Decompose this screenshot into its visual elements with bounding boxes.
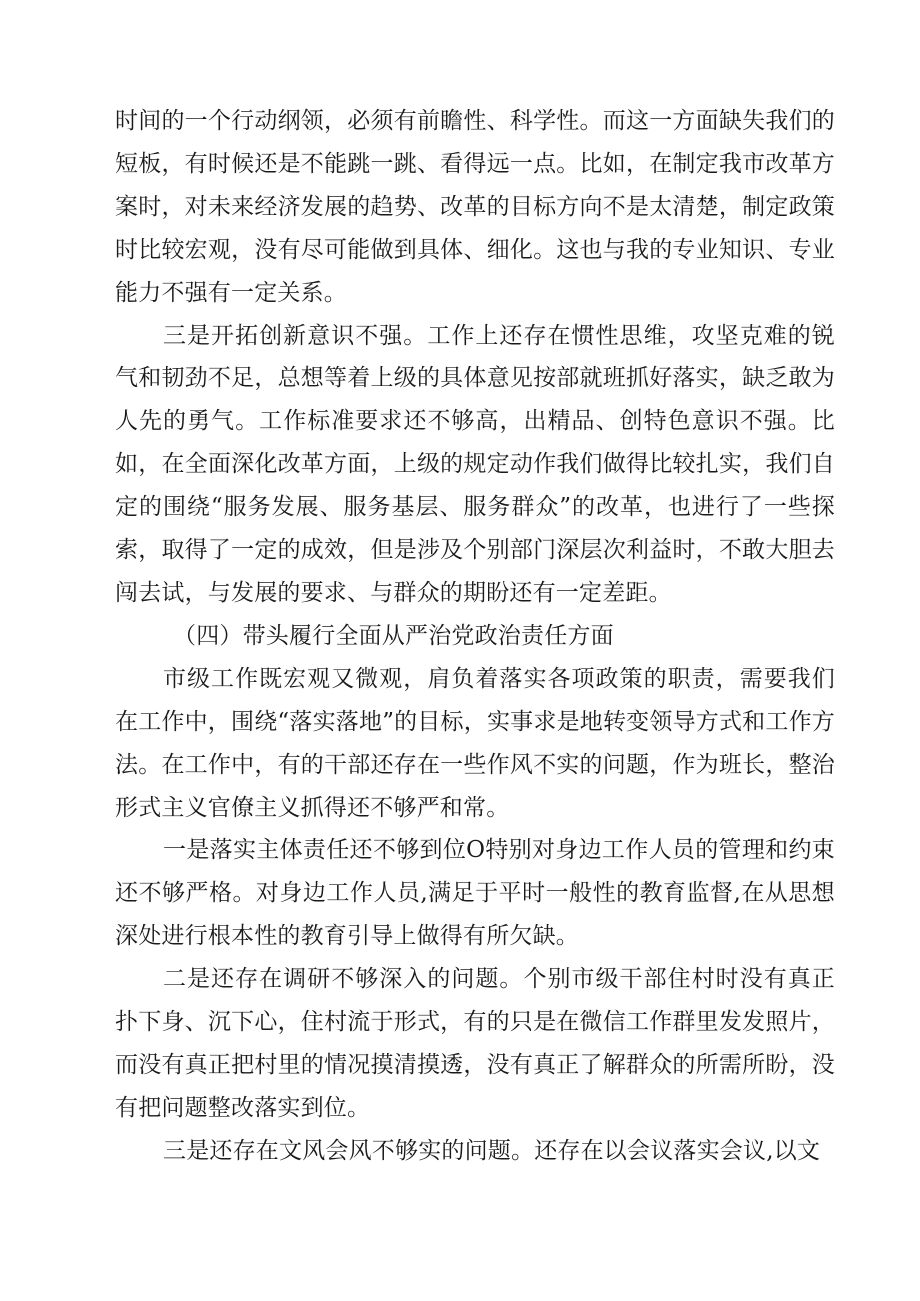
paragraph-continued: 时间的一个行动纲领，必须有前瞻性、科学性。而这一方面缺失我们的短板，有时候还是不能跳一跳、看得远一点。比如，在制定我市改革方案时，对未来经济发展的趋势、改革的目标方向不是太清楚，制定政策时比较宏观，没有尽可能做到具体、细化。这也与我的专业知识、专业能力不强有一定关系。: [115, 108, 835, 306]
section-heading: （四）带头履行全面从严治党政治责任方面: [173, 622, 614, 649]
paragraph-point-two: 二是还存在调研不够深入的问题。个别市级干部住村时没有真正扑下身、沉下心，住村流于形式，有的只是在微信工作群里发发照片，而没有真正把村里的情况摸清摸透，没有真正了解群众的所需所盼，没有把问题整改落实到位。: [115, 966, 835, 1121]
paragraph-section-intro: 市级工作既宏观又微观，肩负着落实各项政策的职责，需要我们在工作中，围绕“落实落地”的目标，实事求是地转变领导方式和工作方法。在工作中，有的干部还存在一些作风不实的问题，作为班长，整治形式主义官僚主义抓得还不够严和常。: [115, 665, 835, 821]
document-body: [115, 100, 835, 1173]
paragraph-point-one: 一是落实主体责任还不够到位O特别对身边工作人员的管理和约束还不够严格。对身边工作人员,满足于平时一般性的教育监督,在从思想深处进行根本性的教育引导上做得有所欠缺。: [115, 837, 835, 950]
paragraph-point-three: 三是还存在文风会风不够实的问题。还存在以会议落实会议,以文: [163, 1137, 821, 1164]
paragraph-innovation: 三是开拓创新意识不强。工作上还存在惯性思维，攻坚克难的锐气和韧劲不足，总想等着上级的具体意见按部就班抓好落实，缺乏敢为人先的勇气。工作标准要求还不够高，出精品、创特色意识不强。比如，在全面深化改革方面，上级的规定动作我们做得比较扎实，我们自定的围绕“服务发展、服务基层、服务群众”的改革，也进行了一些探索，取得了一定的成效，但是涉及个别部门深层次利益时，不敢大胆去闯去试，与发展的要求、与群众的期盼还有一定差距。: [115, 322, 835, 606]
